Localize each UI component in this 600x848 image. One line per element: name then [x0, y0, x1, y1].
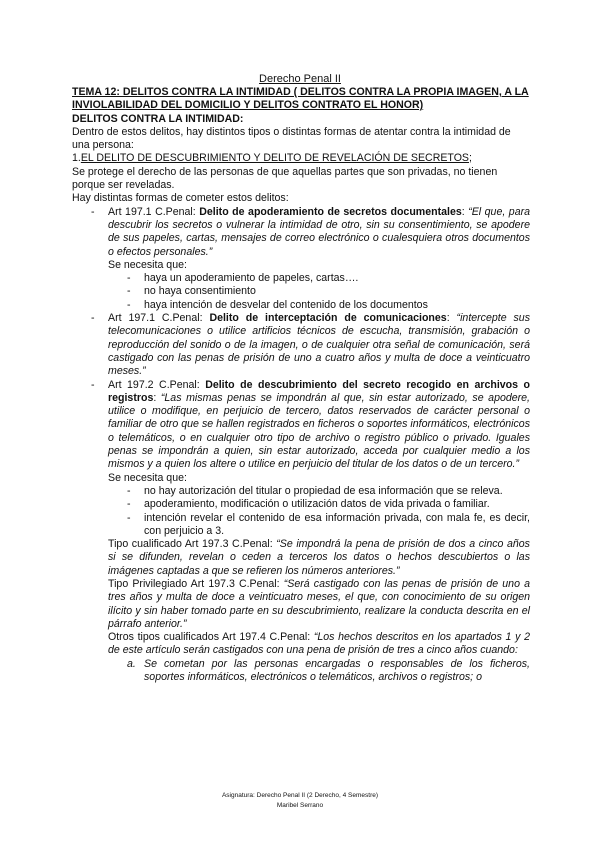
requirement-text: haya intención de desvelar del contenido de los documentos [144, 298, 428, 311]
requirement-item [72, 299, 530, 312]
offense-name: Delito de interceptación de comunicaciones [209, 312, 447, 325]
topic-title: TEMA 12: DELITOS CONTRA LA INTIMIDAD ( DELITOS CONTRA LA PROPIA IMAGEN, A LA INVIOLABILIDAD DEL DOMICILIO Y DELITOS CONTRATO EL HONOR) [72, 86, 529, 112]
legal-quote: “intercepte sus telecomunicaciones o utilice artificios técnicos de escucha, transmisión, grabación o reproducción del sonido o de la imagen, o de cualquier otra señal de comunicación, será castigado con las penas de prisión de uno a cuatro años y multa de doce a veinticuatro meses.” [108, 312, 530, 378]
footer-author: Maribel Serrano [276, 802, 324, 809]
protect-paragraph: Se protege el derecho de las personas de que aquellas partes que son privadas, no tienen porque ser reveladas. [72, 165, 498, 192]
article-ref: Art 197.2 C.Penal: [108, 378, 206, 391]
item-text [108, 312, 530, 378]
dash-bullet: - [127, 272, 131, 285]
requirement-text: apoderamiento, modificación o utilización datos de vida privada o familiar. [144, 498, 490, 511]
dash-bullet: - [127, 298, 131, 311]
privileged-type [72, 578, 530, 631]
qualified-label: Tipo cualificado Art 197.3 C.Penal: [108, 538, 277, 551]
article-ref: Art 197.1 C.Penal: [108, 312, 210, 325]
list-item [72, 379, 530, 472]
offense-name: Delito de descubrimiento del secreto recogido en archivos o registros [108, 378, 530, 404]
dash-bullet: - [127, 285, 131, 298]
page-header: Derecho Penal II [259, 73, 341, 85]
requirement-item [72, 485, 530, 498]
dash-bullet: - [91, 205, 95, 218]
legal-quote: “Los hechos descritos en los apartados 1 y 2 de este artículo serán castigados con una pena de prisión de tres a cinco años cuando: [108, 631, 531, 657]
letter-marker: a. [127, 657, 136, 670]
requirement-text: intención revelar el contenido de esa información privada, con mala fe, es decir, con perjuicio a 3. [144, 511, 530, 537]
requirement-item [72, 272, 530, 285]
article-ref: Art 197.1 C.Penal: [108, 205, 200, 218]
requirement-item [72, 498, 530, 511]
item-text [108, 379, 530, 472]
list-item [72, 312, 530, 378]
requirement-item [72, 512, 530, 539]
requirement-text: no haya consentimiento [144, 285, 256, 298]
legal-quote: “Se impondrá la pena de prisión de dos a cinco años si se difunden, revelan o ceden a terceros los datos o hechos descubiertos o las imágenes captadas a que se refieren los números anteriores.” [108, 538, 530, 577]
dash-bullet: - [127, 484, 131, 497]
requirement-text: haya un apoderamiento de papeles, cartas…. [144, 272, 359, 285]
lettered-item-text: Se cometan por las personas encargadas o responsables de los ficheros, soportes informáticos, electrónicos o telemáticos, archivos o registros; o [144, 657, 530, 684]
legal-quote: “Las mismas penas se impondrán al que, sin estar autorizado, se apodere, utilice o modifique, en perjuicio de tercero, datos reservados de carácter personal o familiar de otro que se hallen registrados en ficheros o soportes informáticos, electrónicos o telemáticos, o en cualquier otro tipo de archivo o registro público o privado. Iguales penas se impondrán a quien, sin estar autorizado, acceda por cualquier medio a los mismos y a quien los altere o utilice en perjuicio del titular de los datos o de un tercero.” [108, 391, 531, 471]
offense-name: Delito de apoderamiento de secretos documentales [199, 205, 462, 218]
list-item [72, 206, 530, 259]
dash-bullet: - [91, 312, 95, 325]
legal-quote: “Será castigado con las penas de prisión de uno a tres años y multa de doce a veinticuatro meses, el que, con conocimiento de su origen ilícito y sin haber tomado parte en su descubrimiento, realizare la conducta descrita en el párrafo anterior.” [108, 577, 530, 630]
intro-paragraph: Dentro de estos delitos, hay distintos tipos o distintas formas de atentar contra la intimidad de una persona: [72, 125, 511, 152]
dash-bullet: - [127, 498, 131, 511]
lettered-item [72, 658, 530, 685]
separator: : [446, 312, 457, 325]
legal-quote: “El que, para descubrir los secretos o vulnerar la intimidad de otro, sin su consentimiento, se apodere de sus papeles, cartas, mensajes de correo electrónico o cualesquiera otros documentos o efectos personales.” [108, 205, 531, 258]
needs-label: Se necesita que: [108, 471, 187, 484]
item-text [108, 206, 530, 259]
needs-label: Se necesita que: [108, 258, 187, 271]
requirement-text: no hay autorización del titular o propiedad de esa información que se releva. [144, 484, 503, 497]
forms-paragraph: Hay distintas formas de cometer estos delitos: [72, 192, 289, 205]
dash-bullet: - [127, 511, 131, 524]
footer-course: Asignatura: Derecho Penal II (2 Derecho, 4 Semestre) [221, 792, 379, 799]
section-heading: DELITOS CONTRA LA INTIMIDAD: [72, 112, 244, 125]
privileged-label: Tipo Privilegiado Art 197.3 C.Penal: [108, 577, 284, 590]
subsection-suffix: ; [469, 152, 472, 165]
dash-bullet: - [91, 378, 95, 391]
subsection-number: 1. [72, 152, 81, 165]
document-body [72, 86, 530, 684]
separator: : [153, 391, 161, 404]
separator: : [461, 205, 469, 218]
other-qualified-types [72, 631, 530, 658]
requirement-item [72, 285, 530, 298]
qualified-type [72, 538, 530, 578]
subsection-title: EL DELITO DE DESCUBRIMIENTO Y DELITO DE REVELACIÓN DE SECRETOS [80, 152, 469, 165]
other-qualified-label: Otros tipos cualificados Art 197.4 C.Penal: [108, 631, 314, 644]
subsection-heading [72, 152, 530, 165]
